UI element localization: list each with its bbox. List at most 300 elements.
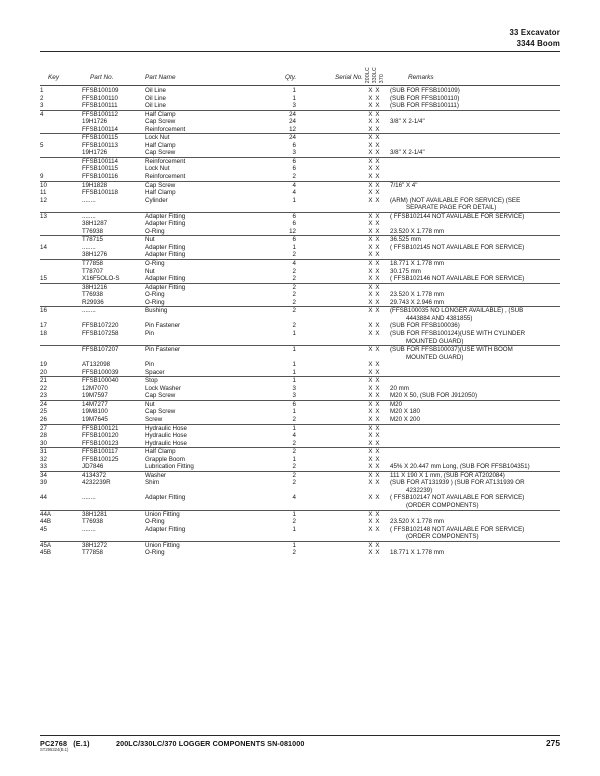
cell-model-200lc: X	[368, 432, 373, 440]
cell-remarks-continued: MOUNTED GUARD)	[406, 337, 464, 345]
cell-part-name: Bushing	[145, 307, 168, 315]
cell-qty: 1	[292, 196, 296, 204]
cell-model-330lc: X	[375, 227, 380, 235]
cell-model-200lc: X	[368, 173, 373, 181]
cell-remarks: (SUB FOR FFSB100037)(USE WITH BOOM	[390, 346, 513, 354]
cell-model-200lc: X	[368, 275, 373, 283]
cell-part-no: T76938	[82, 291, 103, 299]
cell-remarks: ( FFSB102146 NOT AVAILABLE FOR SERVICE)	[390, 275, 525, 283]
cell-part-name: Oil Line	[145, 87, 166, 94]
cell-qty: 1	[292, 377, 296, 385]
cell-key: 45B	[40, 549, 52, 557]
cell-part-no: FFSB100114	[82, 125, 119, 133]
cell-qty: 2	[292, 291, 296, 299]
column-header-serial-no: Serial No.	[335, 74, 364, 81]
table-row[interactable]	[40, 182, 560, 190]
cell-key: 31	[40, 448, 47, 456]
cell-model-200lc: X	[368, 243, 373, 251]
cell-model-330lc: X	[375, 455, 380, 463]
cell-part-no: FFSB100039	[82, 368, 119, 376]
cell-part-no: FFSB107258	[82, 329, 119, 337]
cell-part-no: ........	[82, 196, 96, 204]
column-header-model-group	[365, 59, 385, 83]
table-row[interactable]	[40, 361, 560, 369]
cell-remarks: ( FFSB102144 NOT AVAILABLE FOR SERVICE)	[390, 212, 525, 220]
cell-model-330lc: X	[375, 291, 380, 299]
table-row[interactable]	[40, 197, 560, 205]
footer-description: 200LC/330LC/370 LOGGER COMPONENTS SN-081000	[116, 739, 305, 748]
table-row[interactable]	[40, 307, 560, 315]
cell-qty: 2	[292, 479, 296, 487]
cell-part-no: 38H1287	[82, 220, 108, 228]
cell-model-200lc: X	[368, 424, 373, 432]
cell-part-name: Reinforcement	[145, 173, 186, 181]
column-header-qty: Qty.	[285, 74, 297, 81]
table-row[interactable]	[40, 284, 560, 292]
cell-part-name: Half Clamp	[145, 110, 176, 118]
cell-key: 10	[40, 181, 47, 189]
table-row[interactable]	[40, 111, 560, 119]
cell-remarks: M20 X 180	[390, 408, 420, 416]
column-header-key: Key	[48, 74, 60, 81]
cell-qty: 2	[292, 439, 296, 447]
cell-qty: 2	[292, 283, 296, 291]
cell-part-no: 19M7597	[82, 392, 108, 400]
table-row[interactable]	[40, 173, 560, 181]
cell-model-200lc: X	[368, 125, 373, 133]
cell-part-name: Half Clamp	[145, 448, 176, 456]
cell-model-200lc: X	[368, 377, 373, 385]
cell-part-name: Hydraulic Hose	[145, 439, 187, 447]
table-row[interactable]	[40, 369, 560, 377]
cell-part-name: Union Fitting	[145, 510, 180, 518]
cell-part-no: 38H1272	[82, 541, 108, 549]
table-row[interactable]	[40, 228, 560, 236]
cell-qty: 1	[292, 408, 296, 416]
cell-key: 13	[40, 212, 47, 220]
cell-model-330lc: X	[375, 298, 380, 306]
cell-remarks: 23.520 X 1.778 mm	[390, 227, 445, 235]
table-row[interactable]	[40, 165, 560, 173]
cell-qty: 6	[292, 141, 296, 149]
cell-key: 20	[40, 368, 47, 376]
table-row[interactable]	[40, 479, 560, 487]
table-row[interactable]	[40, 291, 560, 299]
cell-key: 12	[40, 196, 47, 204]
cell-part-name: Cap Screw	[145, 181, 176, 189]
table-row[interactable]	[40, 213, 560, 221]
cell-model-330lc: X	[375, 260, 380, 268]
cell-model-200lc: X	[368, 525, 373, 533]
table-row[interactable]	[40, 102, 560, 110]
cell-part-name: O-Ring	[145, 260, 165, 268]
table-row[interactable]	[40, 244, 560, 252]
cell-model-330lc: X	[375, 415, 380, 423]
cell-model-200lc: X	[368, 149, 373, 157]
cell-model-330lc: X	[375, 243, 380, 251]
parts-table-group	[40, 134, 560, 158]
cell-model-200lc: X	[368, 415, 373, 423]
cell-model-330lc: X	[375, 212, 380, 220]
cell-part-name: Adapter Fitting	[145, 525, 186, 533]
cell-model-330lc: X	[375, 361, 380, 369]
cell-remarks-continued: 4232239)	[406, 486, 433, 494]
table-row[interactable]	[40, 220, 560, 228]
cell-key: 22	[40, 384, 47, 392]
cell-part-name: Hydraulic Hose	[145, 432, 187, 440]
table-row[interactable]	[40, 158, 560, 166]
cell-model-330lc: X	[375, 102, 380, 110]
table-row[interactable]	[40, 456, 560, 464]
cell-model-200lc: X	[368, 307, 373, 315]
cell-part-name: O-Ring	[145, 518, 165, 526]
cell-qty: 2	[292, 275, 296, 283]
cell-remarks: M20 X 200	[390, 415, 420, 423]
cell-remarks: ( FFSB102145 NOT AVAILABLE FOR SERVICE)	[390, 243, 525, 251]
cell-remarks: 30.175 mm	[390, 267, 421, 275]
table-row[interactable]	[40, 142, 560, 150]
table-row-remarks-continuation	[40, 354, 560, 362]
table-row[interactable]	[40, 134, 560, 142]
cell-model-330lc: X	[375, 408, 380, 416]
cell-part-no: JD7846	[82, 463, 104, 471]
table-row[interactable]	[40, 251, 560, 259]
cell-part-no: FFSB100113	[82, 141, 119, 149]
cell-model-330lc: X	[375, 392, 380, 400]
cell-remarks: 3/8" X 2-1/4"	[390, 118, 425, 126]
cell-key: 21	[40, 377, 47, 385]
cell-part-no: T78715	[82, 236, 103, 244]
cell-part-name: Adapter Fitting	[145, 494, 186, 502]
cell-qty: 1	[292, 94, 296, 102]
cell-remarks-continued: SEPARATE PAGE FOR DETAIL)	[406, 204, 497, 212]
table-row[interactable]	[40, 275, 560, 283]
table-row[interactable]	[40, 189, 560, 197]
table-row[interactable]	[40, 518, 560, 526]
cell-part-name: Pin Fastener	[145, 322, 181, 330]
cell-part-name: Lock Nut	[145, 165, 170, 173]
cell-part-name: Cap Screw	[145, 149, 176, 157]
cell-remarks: 20 mm	[390, 384, 409, 392]
cell-remarks: 23.520 X 1.778 mm	[390, 518, 445, 526]
table-row[interactable]	[40, 432, 560, 440]
cell-model-330lc: X	[375, 346, 380, 354]
cell-part-name: Union Fitting	[145, 541, 180, 549]
cell-part-no: 38H1216	[82, 283, 108, 291]
cell-model-200lc: X	[368, 260, 373, 268]
cell-model-330lc: X	[375, 479, 380, 487]
cell-model-200lc: X	[368, 283, 373, 291]
cell-model-200lc: X	[368, 494, 373, 502]
cell-part-no: 4232239R	[82, 479, 111, 487]
table-row[interactable]	[40, 494, 560, 502]
table-column-headers	[40, 58, 560, 84]
cell-part-no: FFSB107220	[82, 322, 119, 330]
cell-part-name: Cap Screw	[145, 408, 176, 416]
cell-remarks: 45% X 20.447 mm Long, (SUB FOR FFSB104351)	[390, 463, 530, 471]
cell-model-200lc: X	[368, 298, 373, 306]
parts-table-group	[40, 542, 560, 557]
table-row[interactable]	[40, 95, 560, 103]
cell-model-330lc: X	[375, 307, 380, 315]
cell-model-200lc: X	[368, 329, 373, 337]
cell-part-name: Lubrication Fitting	[145, 463, 194, 471]
cell-key: 39	[40, 479, 47, 487]
table-row-remarks-continuation	[40, 204, 560, 212]
cell-key: 19	[40, 361, 47, 369]
page-header	[40, 28, 560, 52]
cell-key: 32	[40, 455, 47, 463]
table-row[interactable]	[40, 511, 560, 519]
cell-qty: 6	[292, 220, 296, 228]
cell-model-200lc: X	[368, 455, 373, 463]
cell-part-name: Lock Washer	[145, 384, 181, 392]
cell-model-200lc: X	[368, 94, 373, 102]
cell-model-330lc: X	[375, 510, 380, 518]
cell-part-no: 19H1828	[82, 181, 108, 189]
cell-model-200lc: X	[368, 196, 373, 204]
cell-remarks: (SUB FOR FFSB100036)	[390, 322, 460, 330]
footer-page-number: 275	[546, 738, 560, 748]
cell-remarks: (SUB FOR FFSB100109)	[390, 87, 460, 94]
cell-qty: 24	[289, 118, 296, 126]
cell-remarks: (FFSB100035 NO LONGER AVAILABLE) , (SUB	[390, 307, 524, 315]
table-row[interactable]	[40, 472, 560, 480]
cell-model-330lc: X	[375, 471, 380, 479]
cell-remarks-continued: (ORDER COMPONENTS)	[406, 533, 479, 541]
cell-model-330lc: X	[375, 173, 380, 181]
cell-remarks: (ARM) (NOT AVAILABLE FOR SERVICE) (SEE	[390, 196, 521, 204]
column-header-remarks: Remarks	[408, 74, 434, 81]
cell-key: 1	[40, 87, 44, 94]
cell-key: 3	[40, 102, 44, 110]
cell-qty: 6	[292, 400, 296, 408]
cell-part-no: 19H1726	[82, 149, 108, 157]
cell-key: 44B	[40, 518, 52, 526]
cell-part-name: Adapter Fitting	[145, 243, 186, 251]
table-row[interactable]	[40, 425, 560, 433]
cell-part-no: R29936	[82, 298, 104, 306]
table-row[interactable]	[40, 463, 560, 471]
table-row[interactable]	[40, 401, 560, 409]
cell-remarks: 18.771 X 1.778 mm	[390, 260, 445, 268]
table-row[interactable]	[40, 416, 560, 424]
table-row[interactable]	[40, 408, 560, 416]
cell-qty: 6	[292, 212, 296, 220]
cell-model-330lc: X	[375, 134, 380, 142]
table-row[interactable]	[40, 526, 560, 534]
cell-part-no: 38H1281	[82, 510, 108, 518]
cell-remarks: (SUB FOR FFSB100110)	[390, 94, 460, 102]
cell-model-200lc: X	[368, 510, 373, 518]
cell-remarks: (SUB FOR FFSB100111)	[390, 102, 459, 110]
cell-model-330lc: X	[375, 463, 380, 471]
cell-model-200lc: X	[368, 392, 373, 400]
cell-part-no: AT132098	[82, 361, 111, 369]
table-row-remarks-continuation	[40, 533, 560, 541]
cell-part-no: ........	[82, 243, 96, 251]
cell-model-330lc: X	[375, 494, 380, 502]
cell-model-330lc: X	[375, 448, 380, 456]
table-row[interactable]	[40, 330, 560, 338]
cell-part-name: Oil Line	[145, 102, 166, 110]
cell-key: 15	[40, 275, 47, 283]
table-row[interactable]	[40, 299, 560, 307]
cell-qty: 2	[292, 415, 296, 423]
cell-part-no: FFSB100110	[82, 94, 119, 102]
cell-model-200lc: X	[368, 408, 373, 416]
cell-qty: 1	[292, 455, 296, 463]
parts-table	[40, 87, 560, 557]
cell-qty: 1	[292, 346, 296, 354]
cell-qty: 2	[292, 518, 296, 526]
cell-remarks: M20	[390, 400, 403, 408]
cell-key: 34	[40, 471, 47, 479]
cell-remarks: 23.520 X 1.778 mm	[390, 291, 445, 299]
cell-part-no: T77858	[82, 260, 103, 268]
cell-key: 33	[40, 463, 47, 471]
cell-model-200lc: X	[368, 479, 373, 487]
cell-key: 45	[40, 525, 47, 533]
cell-qty: 1	[292, 361, 296, 369]
cell-model-330lc: X	[375, 384, 380, 392]
cell-qty: 6	[292, 236, 296, 244]
cell-model-200lc: X	[368, 181, 373, 189]
table-row[interactable]	[40, 392, 560, 400]
cell-part-no: FFSB100118	[82, 189, 119, 197]
cell-model-200lc: X	[368, 267, 373, 275]
cell-part-no: T77858	[82, 549, 103, 557]
cell-qty: 1	[292, 525, 296, 533]
cell-qty: 4	[292, 260, 296, 268]
cell-qty: 4	[292, 189, 296, 197]
cell-key: 25	[40, 408, 47, 416]
cell-model-330lc: X	[375, 149, 380, 157]
section-title: 33 Excavator	[509, 28, 560, 37]
table-row[interactable]	[40, 260, 560, 268]
table-row[interactable]	[40, 126, 560, 134]
table-row[interactable]	[40, 385, 560, 393]
cell-part-no: 38H1276	[82, 251, 108, 259]
cell-model-200lc: X	[368, 227, 373, 235]
parts-table-group	[40, 111, 560, 135]
cell-model-200lc: X	[368, 102, 373, 110]
cell-key: 9	[40, 173, 44, 181]
table-row[interactable]	[40, 87, 560, 95]
cell-part-no: FFSB100125	[82, 455, 119, 463]
cell-model-330lc: X	[375, 283, 380, 291]
table-row[interactable]	[40, 236, 560, 244]
cell-key: 44A	[40, 510, 52, 518]
cell-model-200lc: X	[368, 400, 373, 408]
cell-part-no: 4134372	[82, 471, 107, 479]
table-row[interactable]	[40, 322, 560, 330]
cell-part-no: FFSB100117	[82, 448, 119, 456]
cell-key: 24	[40, 400, 47, 408]
column-header-part-no: Part No.	[90, 74, 114, 81]
cell-remarks: ( FFSB102148 NOT AVAILABLE FOR SERVICE)	[390, 525, 525, 533]
cell-model-330lc: X	[375, 549, 380, 557]
cell-model-200lc: X	[368, 134, 373, 142]
table-row[interactable]	[40, 549, 560, 557]
cell-qty: 1	[292, 87, 296, 94]
cell-remarks: 18.771 X 1.778 mm	[390, 549, 445, 557]
table-row[interactable]	[40, 377, 560, 385]
table-row[interactable]	[40, 440, 560, 448]
table-row[interactable]	[40, 268, 560, 276]
cell-remarks: (SUB FOR AT131939 ) (SUB FOR AT131939 OR	[390, 479, 525, 487]
cell-key: 44	[40, 494, 47, 502]
cell-part-name: Washer	[145, 471, 167, 479]
parts-table-group	[40, 448, 560, 472]
table-row[interactable]	[40, 346, 560, 354]
cell-model-330lc: X	[375, 525, 380, 533]
cell-model-200lc: X	[368, 87, 373, 94]
cell-key: 5	[40, 141, 44, 149]
cell-part-no: ........	[82, 212, 96, 220]
cell-key: 18	[40, 329, 47, 337]
cell-model-330lc: X	[375, 87, 380, 94]
table-row[interactable]	[40, 149, 560, 157]
table-row[interactable]	[40, 118, 560, 126]
cell-part-name: Nut	[145, 267, 155, 275]
cell-model-330lc: X	[375, 322, 380, 330]
header-titles	[40, 28, 560, 49]
cell-key: 30	[40, 439, 47, 447]
cell-key: 11	[40, 189, 47, 197]
table-row[interactable]	[40, 542, 560, 550]
cell-part-no: FFSB107207	[82, 346, 119, 354]
column-header-model-200lc: 200LC	[365, 66, 371, 83]
page-footer	[40, 735, 560, 753]
cell-model-200lc: X	[368, 471, 373, 479]
cell-remarks: (SUB FOR FFSB100124)(USE WITH CYLINDER	[390, 329, 526, 337]
cell-model-200lc: X	[368, 346, 373, 354]
cell-part-name: Half Clamp	[145, 141, 176, 149]
parts-table-group	[40, 236, 560, 260]
cell-qty: 4	[292, 494, 296, 502]
footer-divider	[40, 735, 560, 736]
cell-remarks: 36.525 mm	[390, 236, 421, 244]
cell-remarks-continued: (ORDER COMPONENTS)	[406, 501, 479, 509]
cell-key: 28	[40, 432, 47, 440]
cell-qty: 4	[292, 432, 296, 440]
parts-table-group	[40, 158, 560, 182]
parts-table-group	[40, 472, 560, 511]
table-row-remarks-continuation	[40, 502, 560, 510]
cell-model-330lc: X	[375, 518, 380, 526]
cell-part-name: Reinforcement	[145, 157, 186, 165]
cell-model-200lc: X	[368, 518, 373, 526]
table-row[interactable]	[40, 448, 560, 456]
cell-model-200lc: X	[368, 251, 373, 259]
cell-remarks: 29.743 X 2.946 mm	[390, 298, 445, 306]
cell-qty: 1	[292, 424, 296, 432]
cell-key: 4	[40, 110, 44, 118]
cell-model-200lc: X	[368, 448, 373, 456]
cell-part-name: Stop	[145, 377, 158, 385]
cell-qty: 2	[292, 173, 296, 181]
cell-model-200lc: X	[368, 236, 373, 244]
cell-part-no: FFSB100121	[82, 424, 119, 432]
cell-part-no: FFSB100115	[82, 134, 119, 142]
cell-model-330lc: X	[375, 118, 380, 126]
cell-part-no: 19M7645	[82, 415, 108, 423]
cell-part-no: T78707	[82, 267, 103, 275]
cell-qty: 12	[289, 125, 296, 133]
cell-model-330lc: X	[375, 181, 380, 189]
cell-part-name: Spacer	[145, 368, 165, 376]
